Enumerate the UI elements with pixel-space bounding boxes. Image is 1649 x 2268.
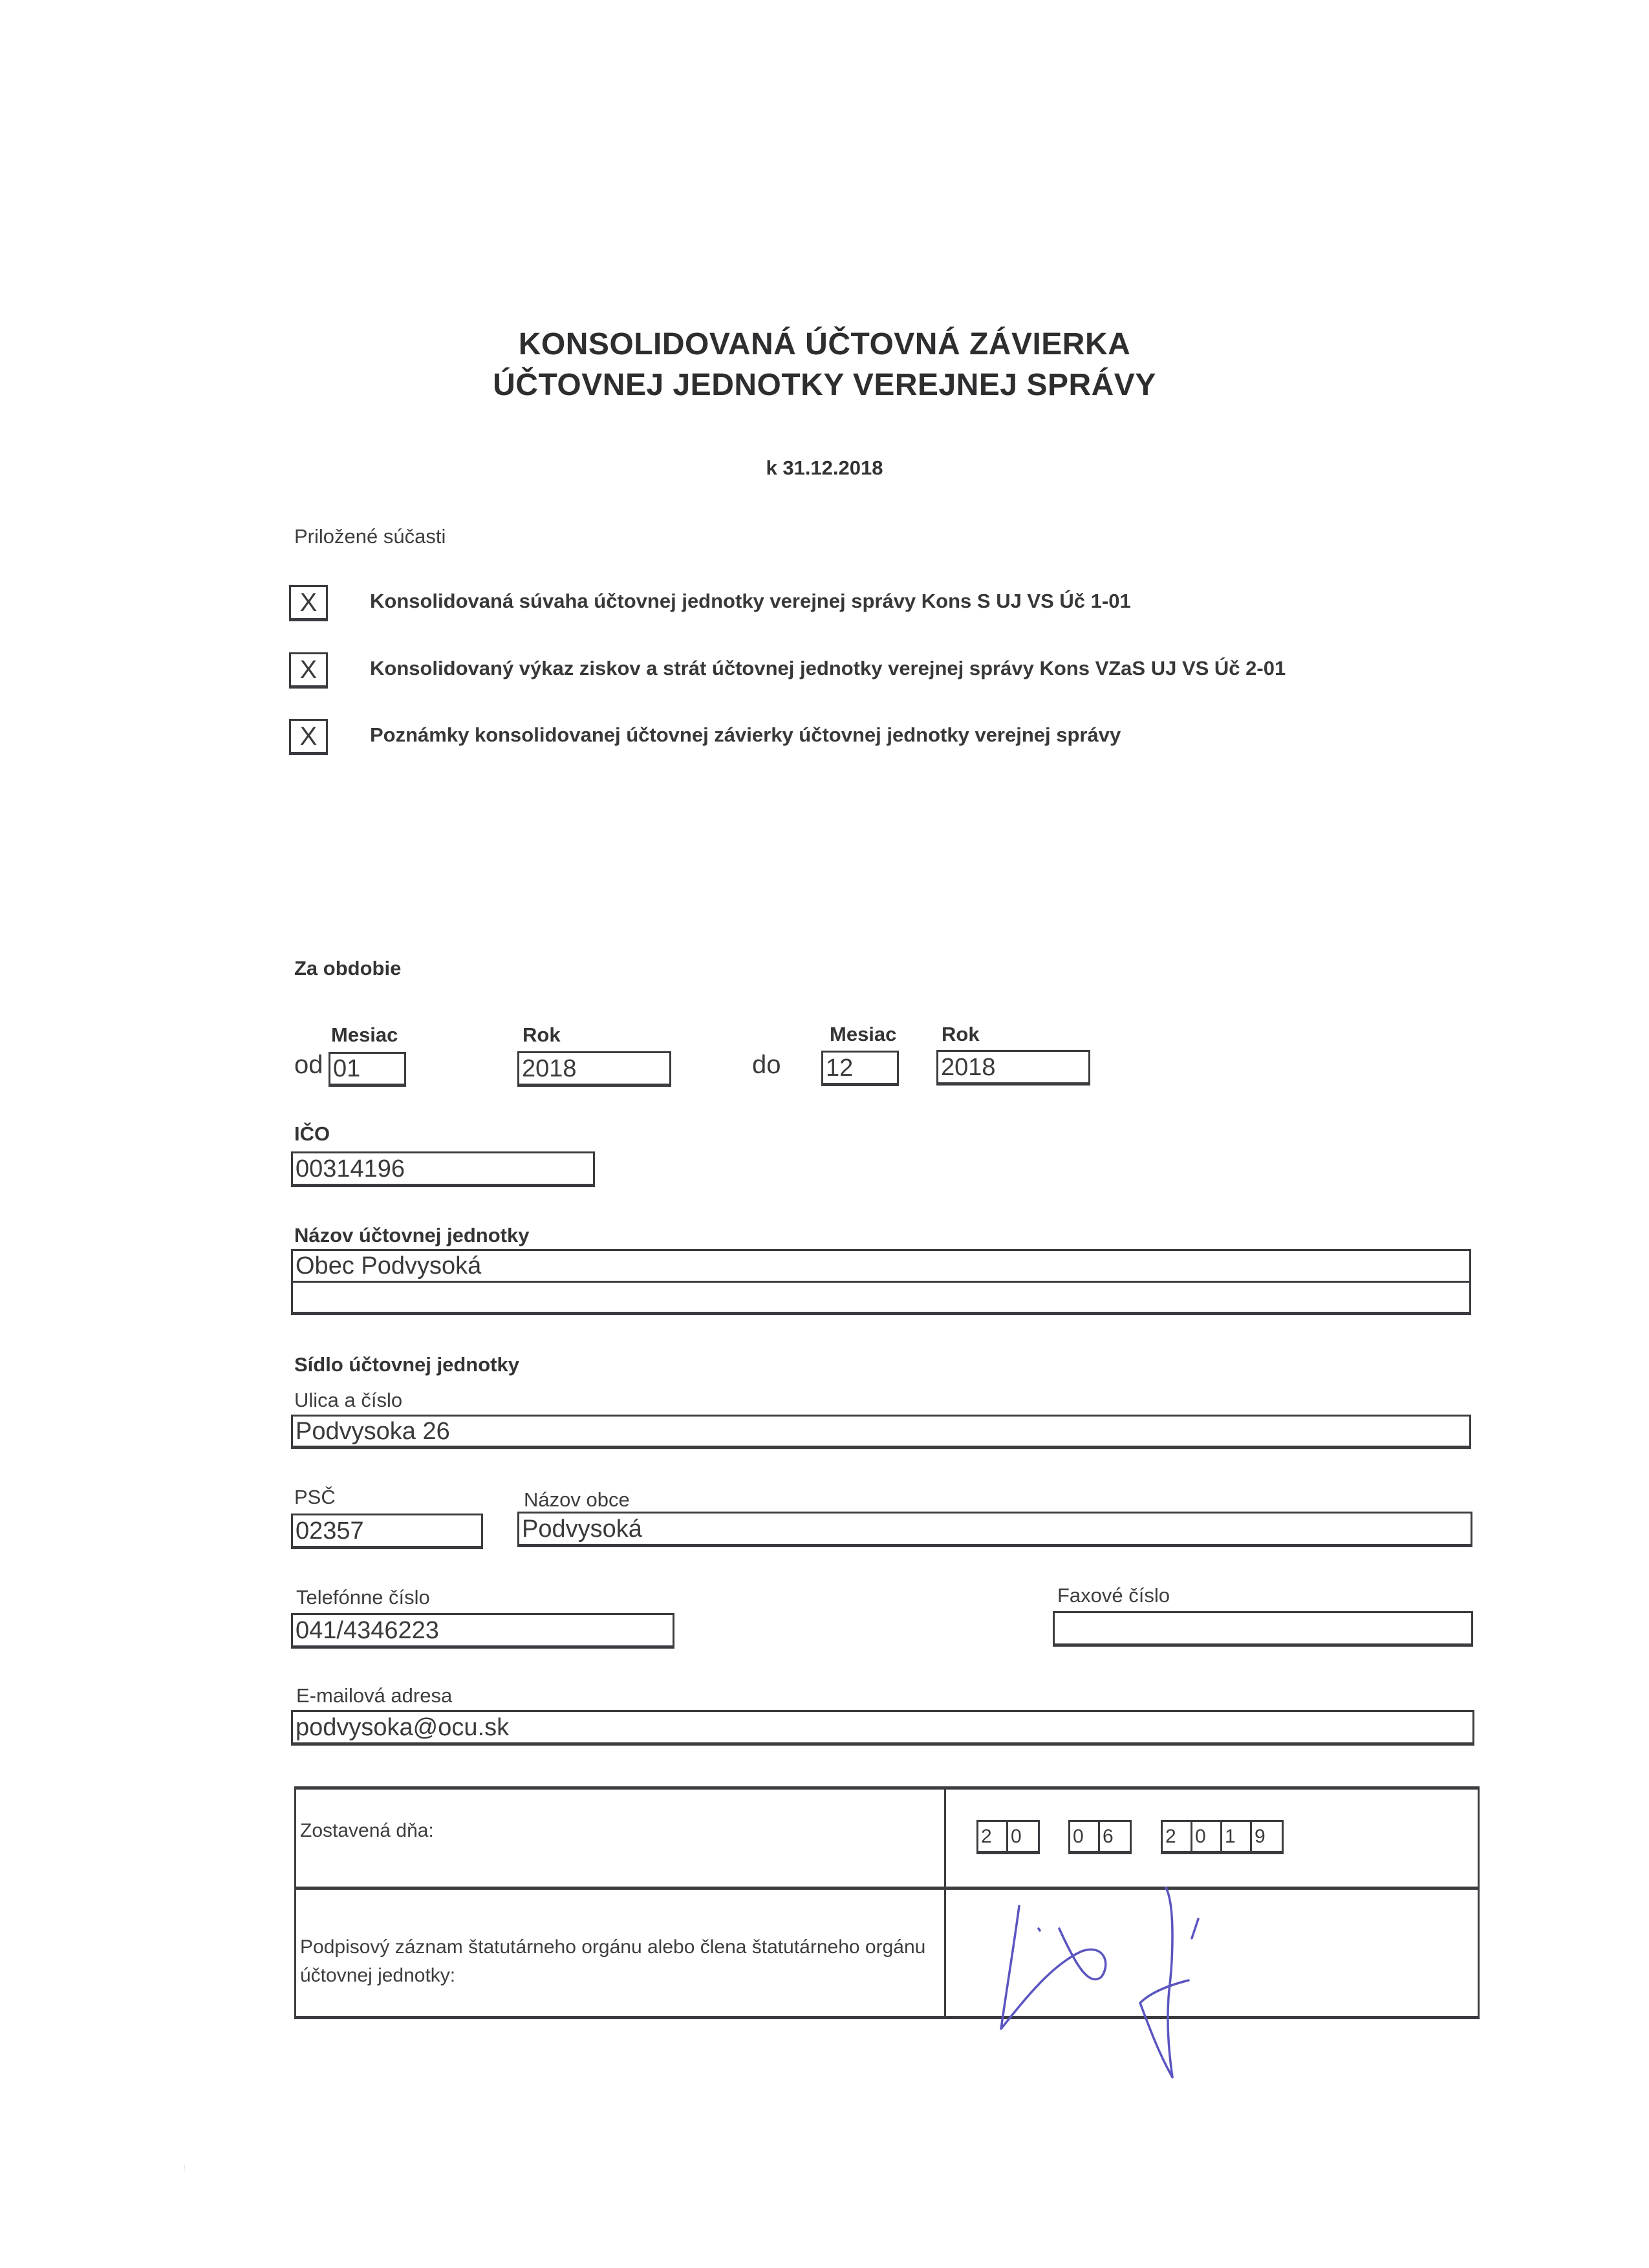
attachment-label-3: Poznámky konsolidovanej účtovnej závierky účtovnej jednotky verejnej správy	[370, 723, 1121, 746]
email-label: E-mailová adresa	[296, 1684, 453, 1707]
signature-label: Podpisový záznam štatutárneho orgánu alebo člena štatutárneho orgánu účtovnej jednotky:	[300, 1936, 926, 1986]
city-label: Názov obce	[524, 1488, 630, 1511]
attachments-label: Priložené súčasti	[294, 525, 446, 548]
as-of-date: k 31.12.2018	[766, 456, 883, 479]
period-label: Za obdobie	[294, 957, 402, 979]
to-month-label: Mesiac	[830, 1023, 897, 1045]
month-digit: 6	[1103, 1825, 1114, 1847]
from-word: od	[294, 1051, 323, 1079]
to-month-field[interactable]: 12	[821, 1051, 899, 1086]
day-digit: 0	[1011, 1825, 1022, 1847]
from-year-label: Rok	[523, 1023, 561, 1046]
compiled-date-label: Zostavená dňa:	[300, 1820, 434, 1841]
entity-name-field-line2[interactable]	[291, 1281, 1471, 1315]
year-digit: 2	[1163, 1822, 1192, 1851]
document-title-line1: KONSOLIDOVANÁ ÚČTOVNÁ ZÁVIERKA	[518, 327, 1131, 361]
document-title-line2: ÚČTOVNEJ JEDNOTKY VEREJNEJ SPRÁVY	[493, 368, 1156, 402]
compiled-year-field[interactable]	[1161, 1820, 1284, 1854]
attachment-label-2: Konsolidovaný výkaz ziskov a strát účtovnej jednotky verejnej správy Kons VZaS UJ VS Úč 2-01	[370, 657, 1286, 679]
year-digit: 9	[1255, 1825, 1266, 1847]
attachment-checkbox-2[interactable]: X	[289, 652, 328, 689]
to-year-label: Rok	[942, 1023, 980, 1045]
zip-label: PSČ	[294, 1486, 336, 1508]
phone-label: Telefónne číslo	[296, 1586, 430, 1609]
street-label: Ulica a číslo	[294, 1389, 403, 1411]
email-field[interactable]: podvysoka@ocu.sk	[291, 1710, 1474, 1746]
attachment-checkbox-3[interactable]: X	[289, 719, 328, 755]
to-year-field[interactable]: 2018	[936, 1050, 1090, 1086]
attachment-checkbox-1[interactable]: X	[289, 585, 328, 621]
year-digit: 0	[1192, 1822, 1222, 1851]
signature-scribble-icon	[943, 1867, 1305, 2087]
seat-label: Sídlo účtovnej jednotky	[294, 1353, 519, 1376]
ico-label: IČO	[294, 1122, 330, 1145]
month-digit: 0	[1070, 1822, 1100, 1851]
from-year-field[interactable]: 2018	[517, 1051, 671, 1087]
from-month-label: Mesiac	[331, 1023, 398, 1046]
entity-name-label: Názov účtovnej jednotky	[294, 1224, 530, 1246]
day-digit: 2	[978, 1822, 1008, 1851]
compiled-month-field[interactable]	[1068, 1820, 1132, 1854]
street-field[interactable]: Podvysoka 26	[291, 1415, 1471, 1449]
entity-name-field-line1[interactable]: Obec Podvysoká	[291, 1249, 1471, 1284]
city-field[interactable]: Podvysoká	[517, 1512, 1472, 1547]
ico-field[interactable]: 00314196	[291, 1151, 595, 1187]
phone-field[interactable]: 041/4346223	[291, 1613, 674, 1649]
fax-label: Faxové číslo	[1057, 1584, 1170, 1607]
from-month-field[interactable]: 01	[329, 1052, 406, 1087]
to-word: do	[752, 1051, 781, 1079]
fax-field[interactable]	[1053, 1611, 1473, 1647]
attachment-label-1: Konsolidovaná súvaha účtovnej jednotky verejnej správy Kons S UJ VS Úč 1-01	[370, 590, 1131, 612]
year-digit: 1	[1222, 1822, 1252, 1851]
compilation-signature-table	[294, 1786, 1480, 2019]
zip-field[interactable]: 02357	[291, 1514, 483, 1549]
compiled-day-field[interactable]	[976, 1820, 1040, 1854]
scan-artifact: ⁝	[183, 2163, 186, 2173]
